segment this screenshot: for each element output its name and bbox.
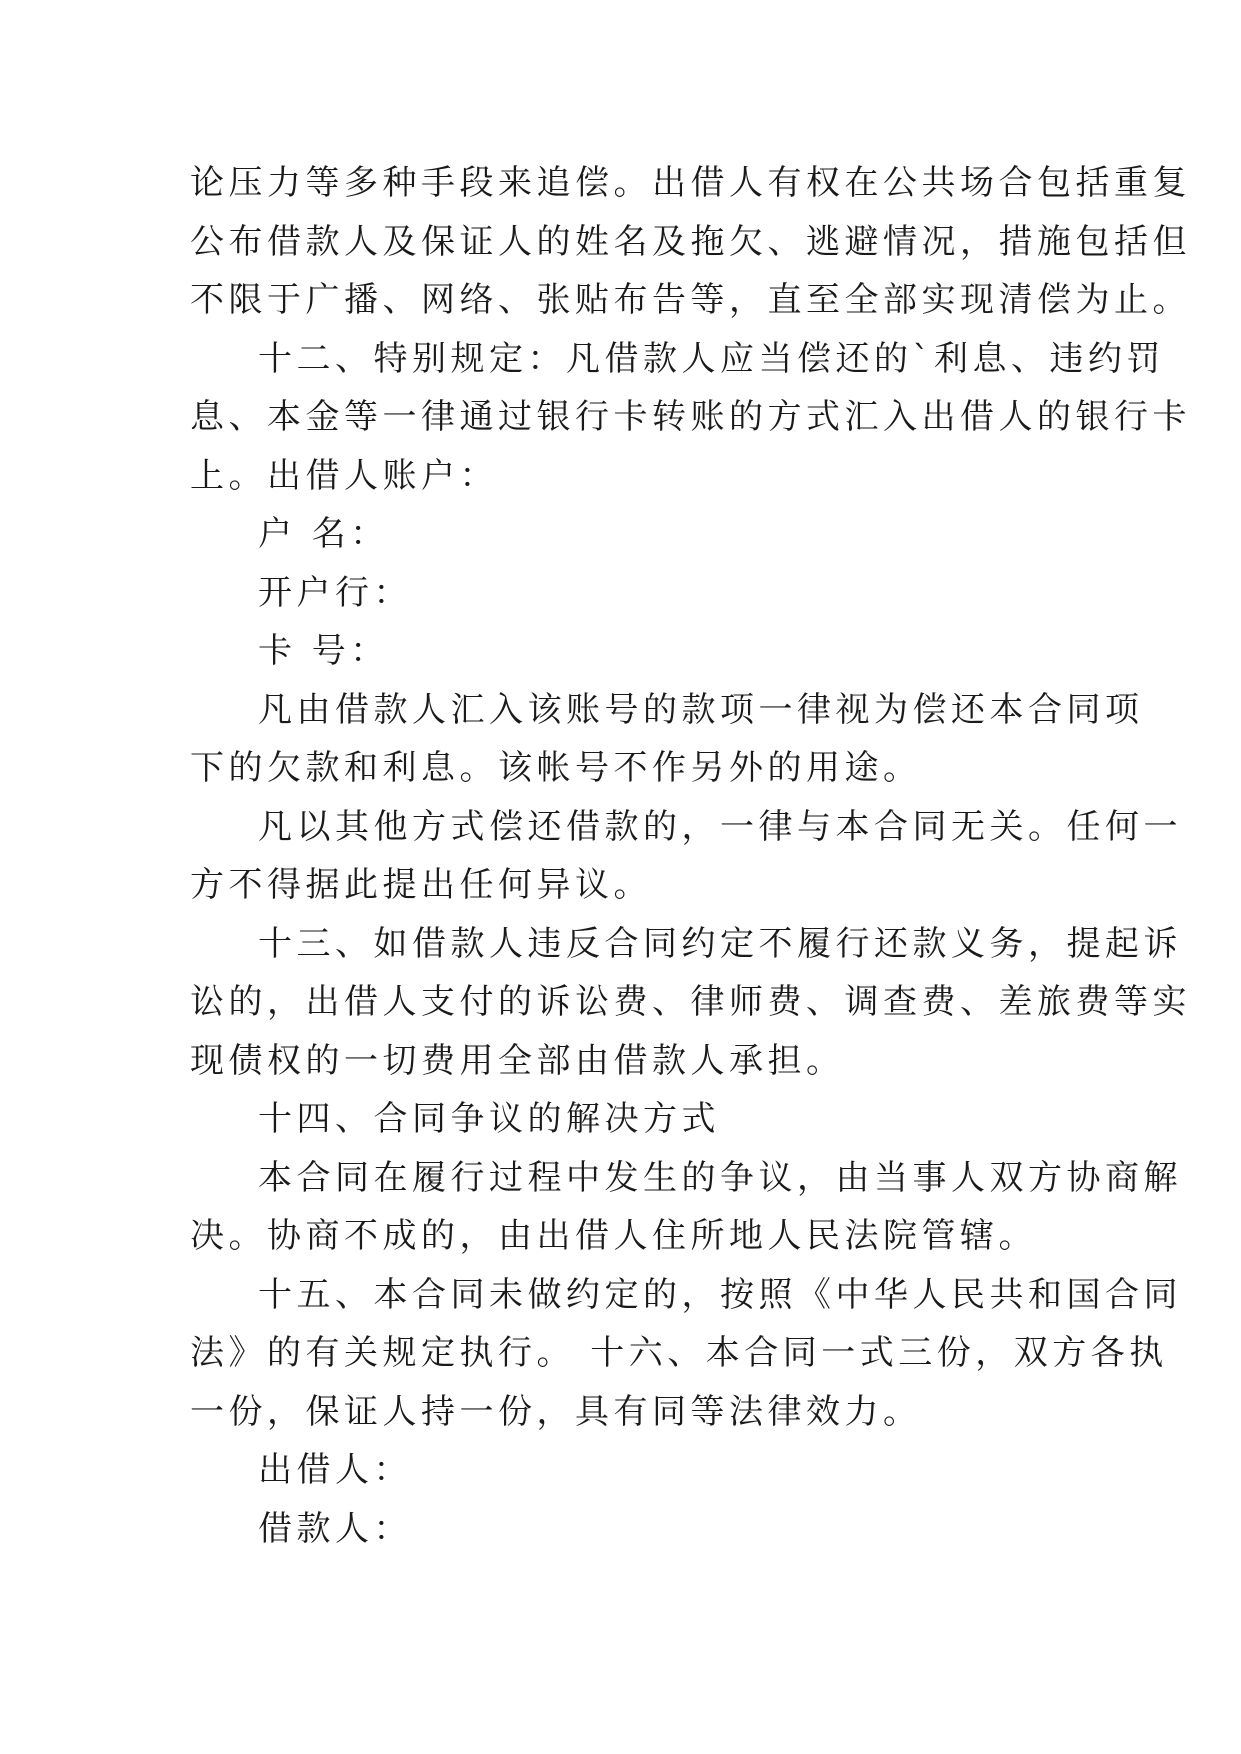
- lender-signature-field: 出借人：: [258, 1450, 412, 1490]
- clause-12-heading: 十二、特别规定：凡借款人应当偿还的`利息、违约罚: [258, 338, 1165, 379]
- text-line: 不限于广播、网络、张贴布告等，直至全部实现清偿为止。: [190, 280, 1191, 320]
- text-line: 凡由借款人汇入该账号的款项一律视为偿还本合同项: [258, 689, 1144, 730]
- document-body: [190, 154, 1191, 1558]
- text-line: 讼的，出借人支付的诉讼费、律师费、调查费、差旅费等实: [190, 982, 1191, 1022]
- clause-15-heading: 十五、本合同未做约定的，按照《中华人民共和国合同: [258, 1274, 1182, 1315]
- text-line: 下的欠款和利息。该帐号不作另外的用途。: [190, 748, 922, 788]
- text-line: 凡以其他方式偿还借款的，一律与本合同无关。任何一: [258, 806, 1182, 847]
- text-line: 方不得据此提出任何异议。: [190, 865, 652, 905]
- text-line: 息、本金等一律通过银行卡转账的方式汇入出借人的银行卡: [190, 397, 1191, 437]
- account-name-field: 户 名：: [258, 514, 389, 554]
- text-line: 公布借款人及保证人的姓名及拖欠、逃避情况，措施包括但: [190, 221, 1191, 262]
- account-card-number-field: 卡 号：: [258, 631, 389, 671]
- text-line: 本合同在履行过程中发生的争议，由当事人双方协商解: [258, 1157, 1182, 1198]
- borrower-signature-field: 借款人：: [258, 1508, 412, 1549]
- text-line: 法》的有关规定执行。 十六、本合同一式三份，双方各执: [190, 1333, 1168, 1373]
- text-line: 上。出借人账户：: [190, 455, 498, 496]
- text-line: 现债权的一切费用全部由借款人承担。: [190, 1040, 845, 1081]
- account-bank-field: 开户行：: [258, 572, 412, 613]
- clause-13-heading: 十三、如借款人违反合同约定不履行还款义务，提起诉: [258, 923, 1182, 964]
- text-line: 决。协商不成的，由出借人住所地人民法院管辖。: [190, 1216, 1037, 1256]
- text-line: 一份，保证人持一份，具有同等法律效力。: [190, 1391, 922, 1432]
- text-line: 论压力等多种手段来追偿。出借人有权在公共场合包括重复: [190, 163, 1191, 203]
- clause-14-heading: 十四、合同争议的解决方式: [258, 1099, 720, 1139]
